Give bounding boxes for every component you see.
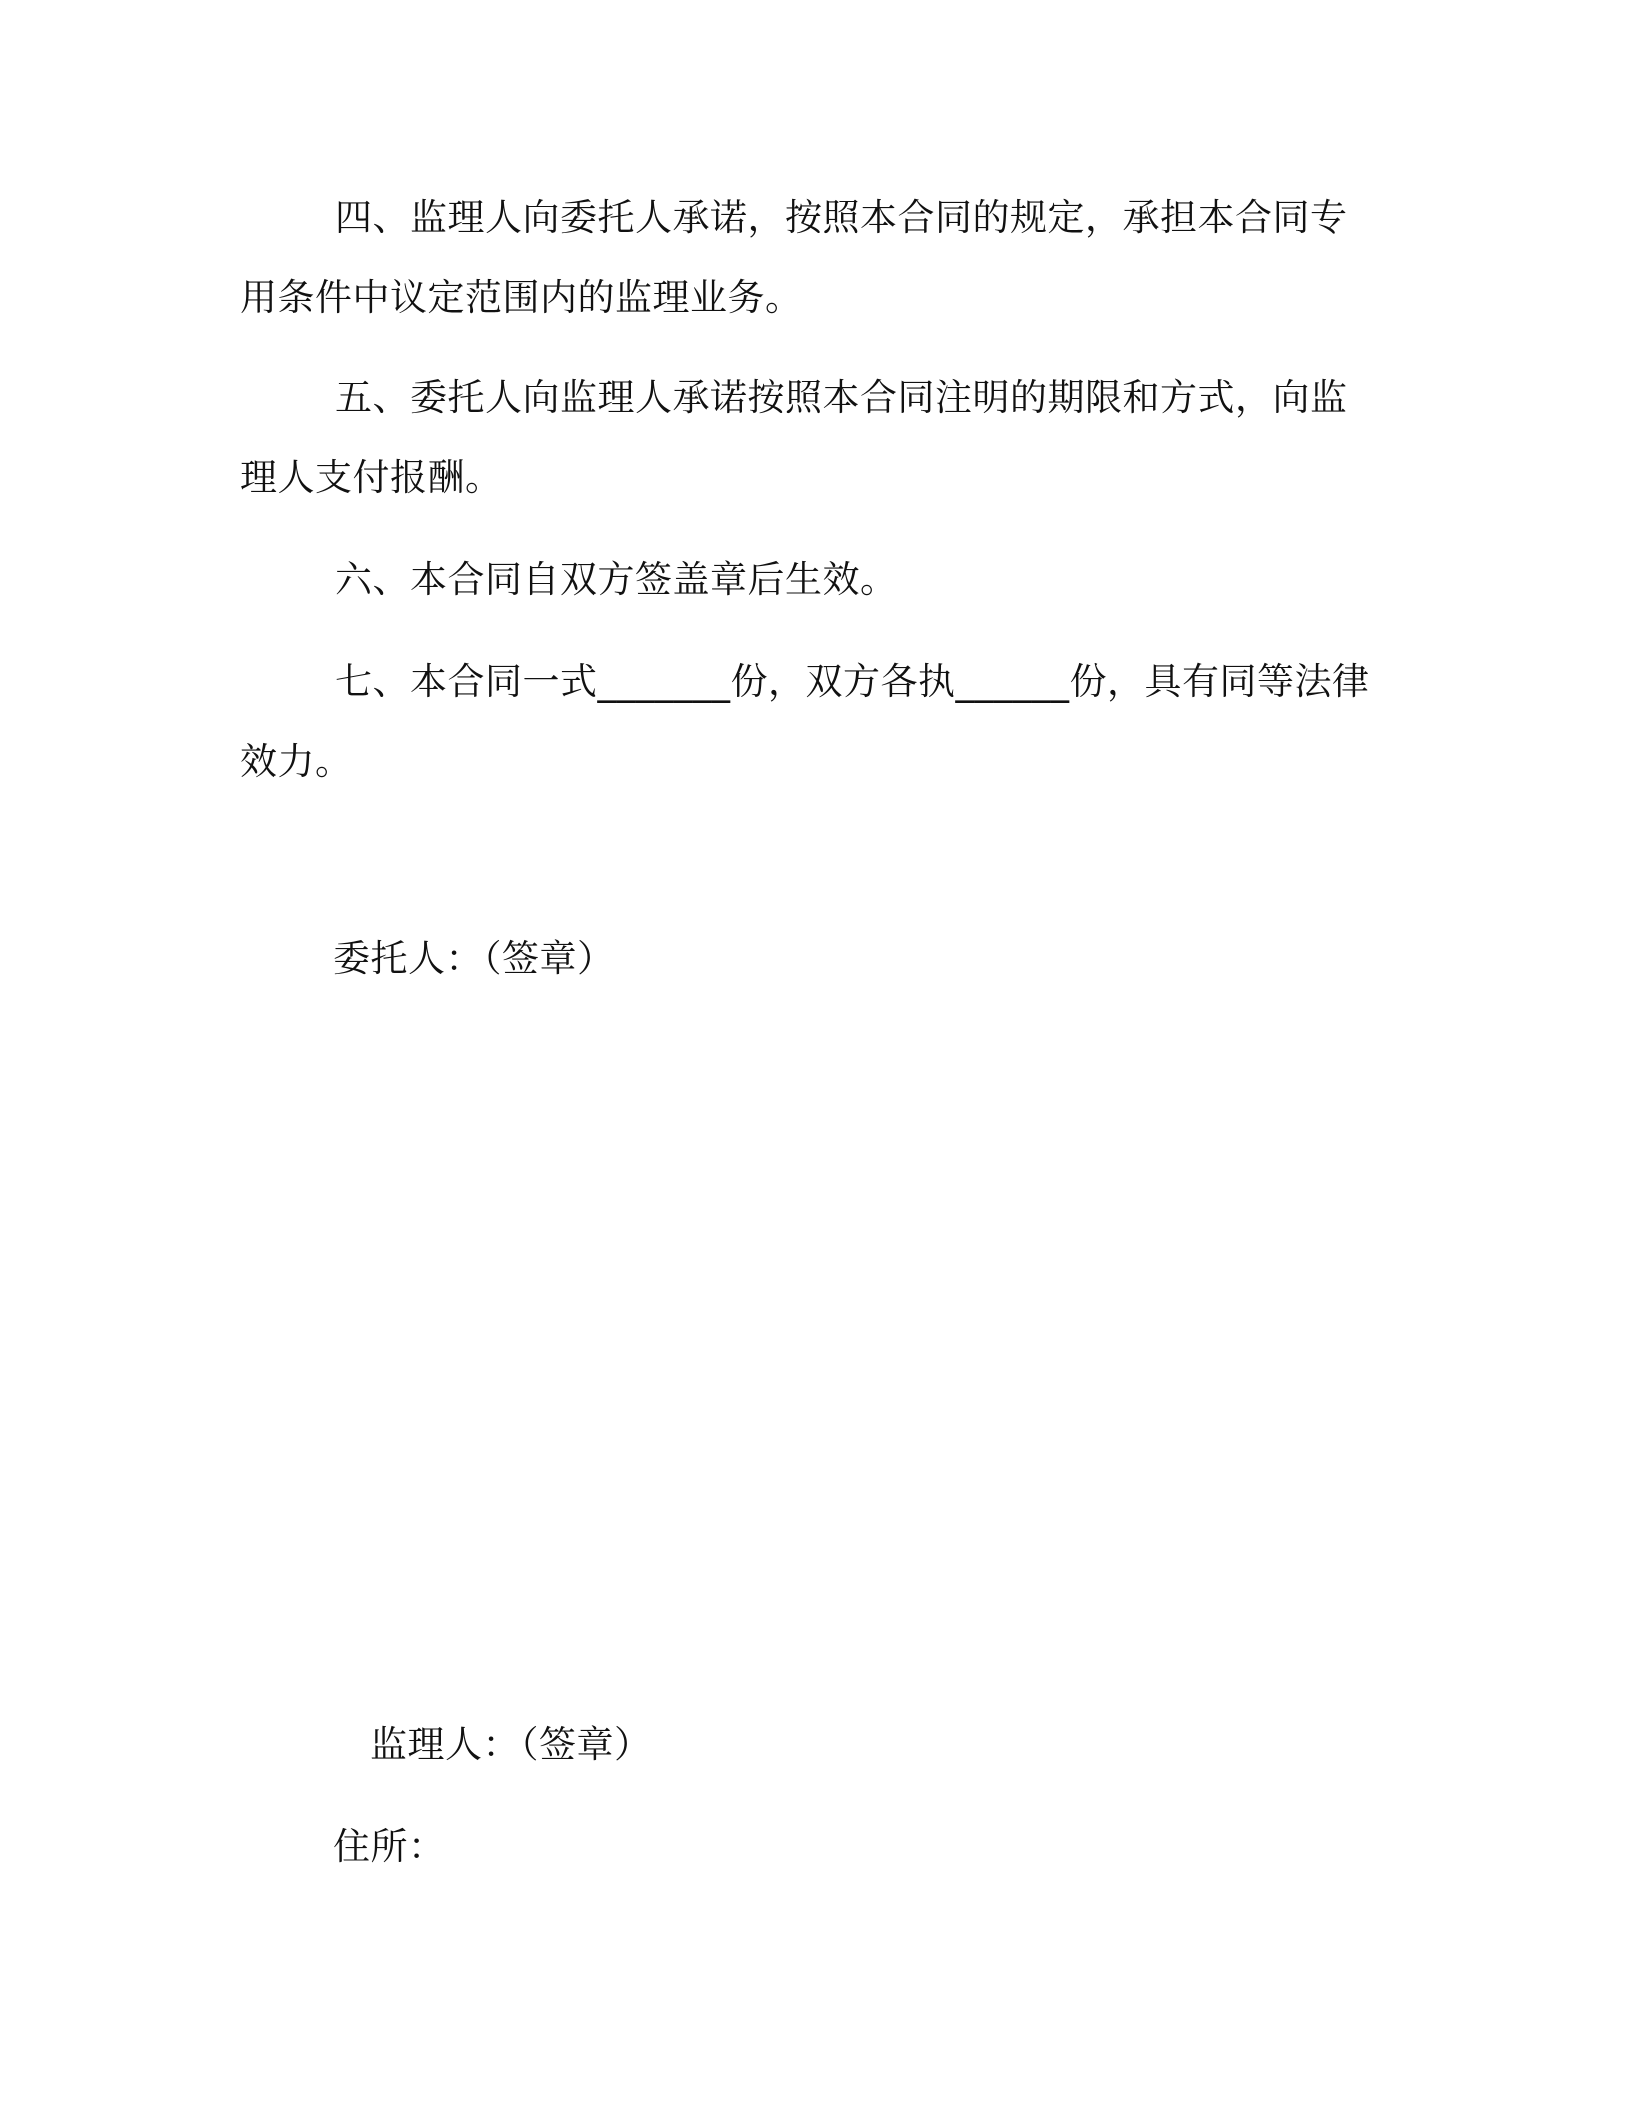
- supervisor-signature-label: 监理人：（签章）: [370, 1723, 652, 1766]
- client-signature-label: 委托人：（签章）: [333, 937, 615, 980]
- clause-five: 五、委托人向监理人承诺按照本合同注明的期限和方式，向监理人支付报酬。: [240, 376, 1348, 499]
- clause-four: 四、监理人向委托人承诺，按照本合同的规定，承担本合同专用条件中议定范围内的监理业务。: [240, 196, 1348, 319]
- clause-seven: 七、本合同一式_______份，双方各执______份，具有同等法律效力。: [240, 660, 1370, 783]
- clause-six: 六、本合同自双方签盖章后生效。: [335, 558, 898, 601]
- address-label: 住所：: [333, 1825, 446, 1868]
